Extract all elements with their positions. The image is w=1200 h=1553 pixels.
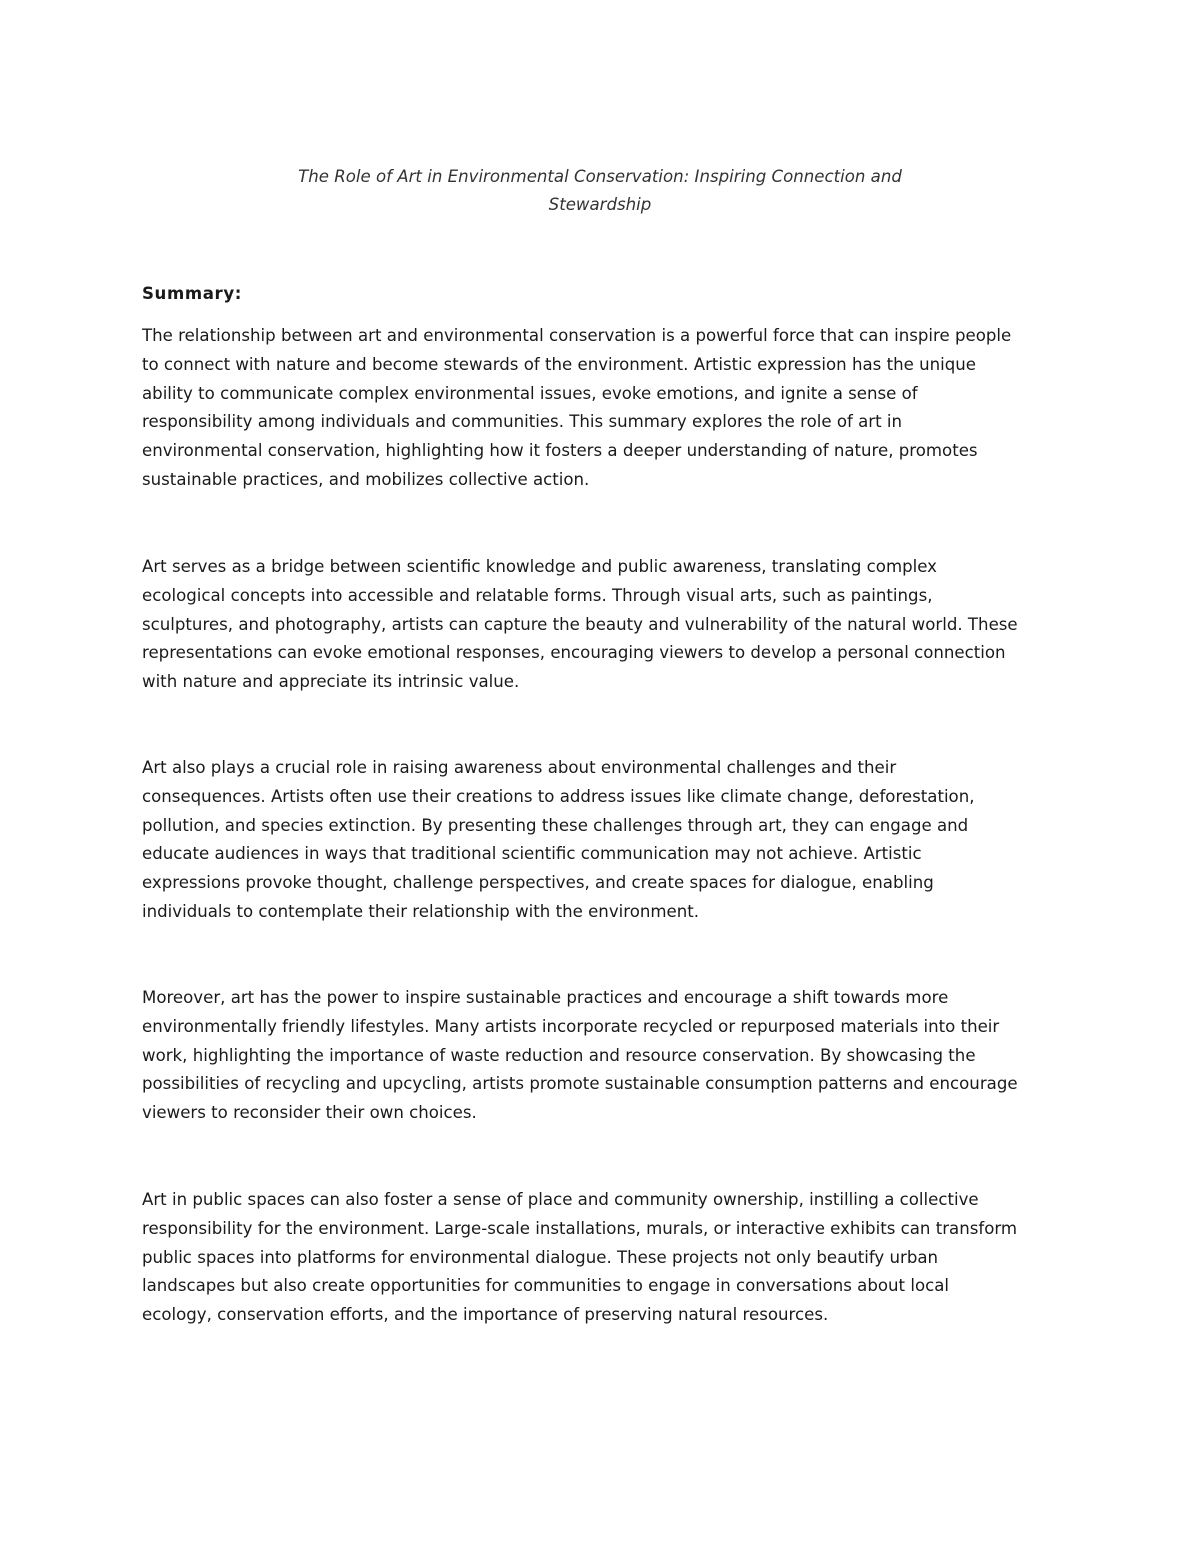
paragraph-line: consequences. Artists often use their creations to address issues like climate change, deforestation, <box>142 786 975 806</box>
title-line-1: The Role of Art in Environmental Conservation: Inspiring Connection and <box>298 167 902 186</box>
summary-heading: Summary: <box>142 284 242 303</box>
paragraph-line: expressions provoke thought, challenge perspectives, and create spaces for dialogue, enabling <box>142 873 934 893</box>
paragraph-line: landscapes but also create opportunities for communities to engage in conversations about local <box>142 1276 949 1296</box>
paragraph-line: ecology, conservation efforts, and the importance of preserving natural resources. <box>142 1305 829 1325</box>
paragraph-line: Art serves as a bridge between scientific knowledge and public awareness, translating complex <box>142 557 937 576</box>
paragraph-line: sustainable practices, and mobilizes collective action. <box>142 469 590 489</box>
paragraph-line: representations can evoke emotional responses, encouraging viewers to develop a personal connection <box>142 643 1006 663</box>
paragraph-line: environmentally friendly lifestyles. Many artists incorporate recycled or repurposed materials into their <box>142 1016 1000 1036</box>
title-line-2: Stewardship <box>548 195 652 214</box>
paragraph-line: viewers to reconsider their own choices. <box>142 1103 477 1123</box>
paragraph-1 <box>142 322 1060 495</box>
paragraph-line: responsibility for the environment. Large-scale installations, murals, or interactive exhibits can transform <box>142 1218 1018 1238</box>
paragraph-line: The relationship between art and environmental conservation is a powerful force that can inspire people <box>142 326 1012 345</box>
paragraph-4 <box>142 984 1060 1128</box>
paragraph-line: individuals to contemplate their relationship with the environment. <box>142 901 700 921</box>
paragraph-line: environmental conservation, highlighting how it fosters a deeper understanding of nature, promotes <box>142 441 978 461</box>
paragraph-line: ability to communicate complex environmental issues, evoke emotions, and ignite a sense of <box>142 383 918 403</box>
paragraph-line: to connect with nature and become stewards of the environment. Artistic expression has the unique <box>142 354 976 374</box>
paragraph-line: pollution, and species extinction. By presenting these challenges through art, they can engage and <box>142 815 969 835</box>
paragraph-line: work, highlighting the importance of waste reduction and resource conservation. By showcasing the <box>142 1045 976 1065</box>
paragraph-3 <box>142 754 1060 927</box>
paragraph-line: possibilities of recycling and upcycling, artists promote sustainable consumption patterns and encourage <box>142 1074 1018 1094</box>
paragraph-line: ecological concepts into accessible and relatable forms. Through visual arts, such as paintings, <box>142 585 933 605</box>
paragraph-line: sculptures, and photography, artists can capture the beauty and vulnerability of the natural world. These <box>142 614 1018 634</box>
paragraph-line: public spaces into platforms for environmental dialogue. These projects not only beautify urban <box>142 1247 939 1267</box>
paragraph-line: Art also plays a crucial role in raising awareness about environmental challenges and their <box>142 758 897 777</box>
paragraph-line: with nature and appreciate its intrinsic value. <box>142 672 520 692</box>
paragraph-2 <box>142 553 1060 697</box>
document-title <box>140 163 1060 219</box>
paragraph-line: Moreover, art has the power to inspire sustainable practices and encourage a shift towards more <box>142 988 949 1007</box>
paragraph-line: educate audiences in ways that traditional scientific communication may not achieve. Artistic <box>142 844 922 864</box>
paragraph-line: responsibility among individuals and communities. This summary explores the role of art in <box>142 412 903 432</box>
paragraph-line: Art in public spaces can also foster a sense of place and community ownership, instilling a collective <box>142 1190 979 1209</box>
paragraph-5 <box>142 1186 1060 1330</box>
